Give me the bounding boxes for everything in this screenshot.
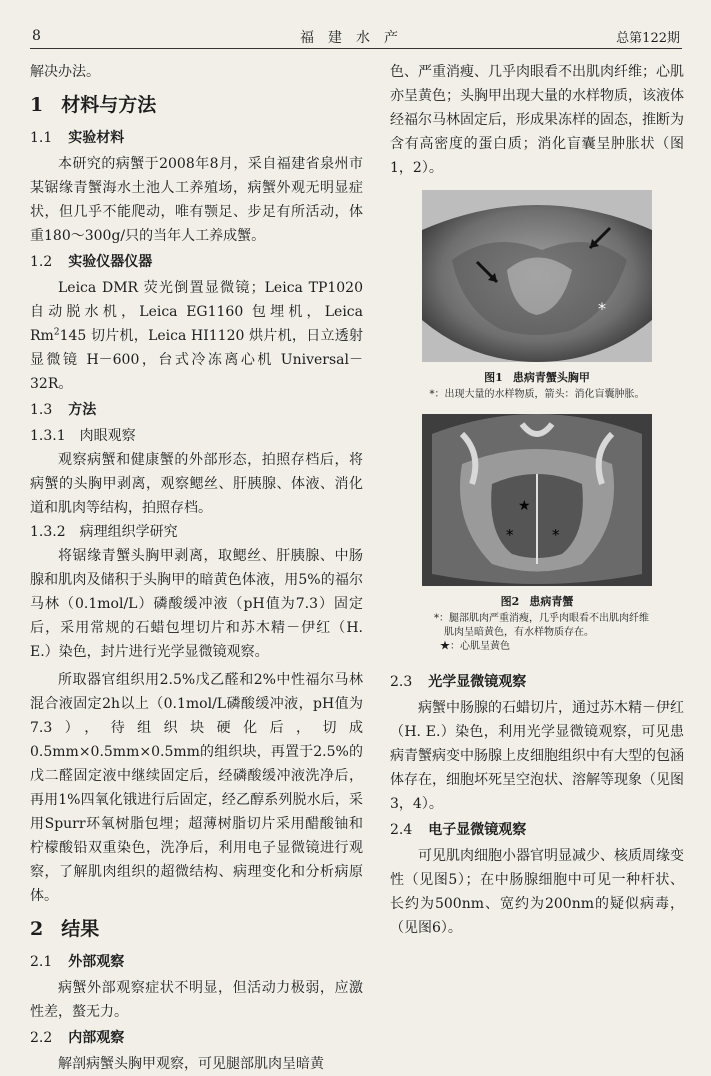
paragraph: 解决办法。 [30,64,100,80]
figure-marker: * [598,299,606,318]
figure-2-caption [390,594,684,610]
text-run: 145 切片机，Leica HI1120 烘片机，日立透射显微镜 H－600，台式冷冻离心机 Universal－32R。 [30,328,363,392]
subsection-heading [30,398,363,422]
section-heading [30,914,363,944]
subsection-heading [30,950,363,974]
paragraph: 病蟹外部观察症状不明显，但活动力极弱，应激性差，螯无力。 [30,980,363,1020]
right-column [390,60,684,940]
section-title: 结果 [61,918,100,940]
star-marker: ★ [518,498,531,514]
figure-title: 患病青蟹头胸甲 [512,371,590,384]
diseased-crab-photo [422,414,652,586]
figure-number: 图1 [484,371,503,384]
asterisk-marker: * [506,526,514,544]
section-number: 2 [30,918,44,940]
subsubsection-heading [30,424,363,448]
subsection-title: 方法 [68,402,97,418]
subsection-title: 内部观察 [68,1030,125,1046]
superscript: 2 [53,327,60,338]
subsubsection-number: 1.3.1 [30,428,66,444]
subsection-number: 2.4 [390,822,413,838]
subsection-heading [30,126,363,150]
note-line: *：腿部肌肉严重消瘦，几乎肉眼看不出肌肉纤维 [434,613,649,624]
paragraph: 观察病蟹和健康蟹的外部形态，拍照存档后，将病蟹的头胸甲剥离，观察鳃丝、肝胰腺、体液、消化道和肌肉等结构，拍照存档。 [30,452,363,516]
figure-2-note [390,612,684,654]
figure-number: 图2 [500,595,520,608]
subsection-title: 光学显微镜观察 [428,674,527,690]
subsection-number: 2.1 [30,954,53,970]
subsubsection-heading [30,520,363,544]
page-number: 8 [32,28,41,44]
subsection-number: 2.2 [30,1030,53,1046]
subsection-heading [30,250,363,274]
figure-title: 患病青蟹 [529,595,574,608]
page-header [30,24,682,49]
section-heading [30,90,363,120]
subsection-title: 实验材料 [68,130,125,146]
journal-name: 福建水产 [300,30,412,46]
subsubsection-title: 肉眼观察 [79,428,136,444]
subsubsection-number: 1.3.2 [30,524,66,540]
subsection-heading [30,1026,363,1050]
subsection-title: 外部观察 [68,954,125,970]
subsection-title: 实验仪器仪器 [68,254,153,270]
subsection-heading [390,818,684,842]
figure-1-note: *：出现大量的水样物质，箭头：消化盲囊肿胀。 [429,389,645,400]
paragraph [30,276,363,396]
paragraph: 病蟹中肠腺的石蜡切片，通过苏木精－伊红（H. E.）染色，利用光学显微镜观察，可见患病青蟹病变中肠腺上皮细胞组织中有大型的包涵体存在，细胞坏死呈空泡状、溶解等现象（见图3，4）。 [390,700,684,812]
paragraph: 可见肌肉细胞小器官明显减少、核质周缘变性（见图5）；在中肠腺细胞中可见一种杆状、长约为500nm、宽约为200nm的疑似病毒，（见图6）。 [390,848,684,936]
subsection-number: 2.3 [390,674,413,690]
figure-2-photo [422,414,652,586]
subsubsection-title: 病理组织学研究 [79,524,178,540]
subsection-number: 1.1 [30,130,53,146]
paragraph: 色、严重消瘦、几乎肉眼看不出肌肉纤维；心肌亦呈黄色；头胸甲出现大量的水样物质，该液体经福尔马林固定后，形成果冻样的固态，推断为含有高密度的蛋白质；消化盲囊呈肿胀状（图1，2）。 [390,64,684,176]
paragraph: 将锯缘青蟹头胸甲剥离，取鳃丝、肝胰腺、中肠腺和肌肉及储积于头胸甲的暗黄色体液，用5%的福尔马林（0.1mol/L）磷酸缓冲液（pH值为7.3）固定后，采用常规的石蜡包埋切片和苏木精－伊红（H. E.）染色，封片进行光学显微镜观察。 [30,548,363,660]
subsection-title: 电子显微镜观察 [428,822,527,838]
asterisk-marker: * [552,526,560,544]
issue-number: 总第122期 [616,31,680,46]
subsection-number: 1.3 [30,402,53,418]
figure-1-caption [390,370,684,386]
subsection-number: 1.2 [30,254,53,270]
crab-carapace-photo [422,190,652,362]
paragraph: 解剖病蟹头胸甲观察，可见腿部肌肉呈暗黄 [58,1056,324,1072]
note-line: 肌肉呈暗黄色，有水样物质存在。 [444,627,594,638]
figure-1-photo [422,190,652,362]
paragraph: 所取器官组织用2.5%戊乙醛和2%中性福尔马林混合液固定2h以上（0.1mol/L磷酸缓冲液，pH值为7.3），待组织块硬化后，切成0.5mm×0.5mm×0.5mm的组织块，再置于2.5%的戊二醛固定液中继续固定后，经磷酸缓冲液洗净后，再用1%四氧化锇进行后固定，经乙醇系列脱水后，采用Spurr环氧树脂包埋；超薄树脂切片采用醋酸铀和柠檬酸铅双重染色，洗净后，利用电子显微镜进行观察，了解肌肉组织的超微结构、病理变化和分析病原体。 [30,672,363,904]
subsection-heading [390,670,684,694]
left-column [30,60,363,1076]
paragraph: 本研究的病蟹于2008年8月，采自福建省泉州市某锯缘青蟹海水土池人工养殖场，病蟹外观无明显症状，但几乎不能爬动，唯有颚足、步足有所活动，体重180～300g/只的当年人工养成蟹。 [30,156,363,244]
text-run: Leica DMR 荧光倒置显微镜；Leica TP1020 自动脱水机，Leica EG1160 包埋机，Leica Rm [30,280,363,344]
note-line: ★：心肌呈黄色 [440,641,510,652]
section-number: 1 [30,94,44,116]
section-title: 材料与方法 [61,94,157,116]
